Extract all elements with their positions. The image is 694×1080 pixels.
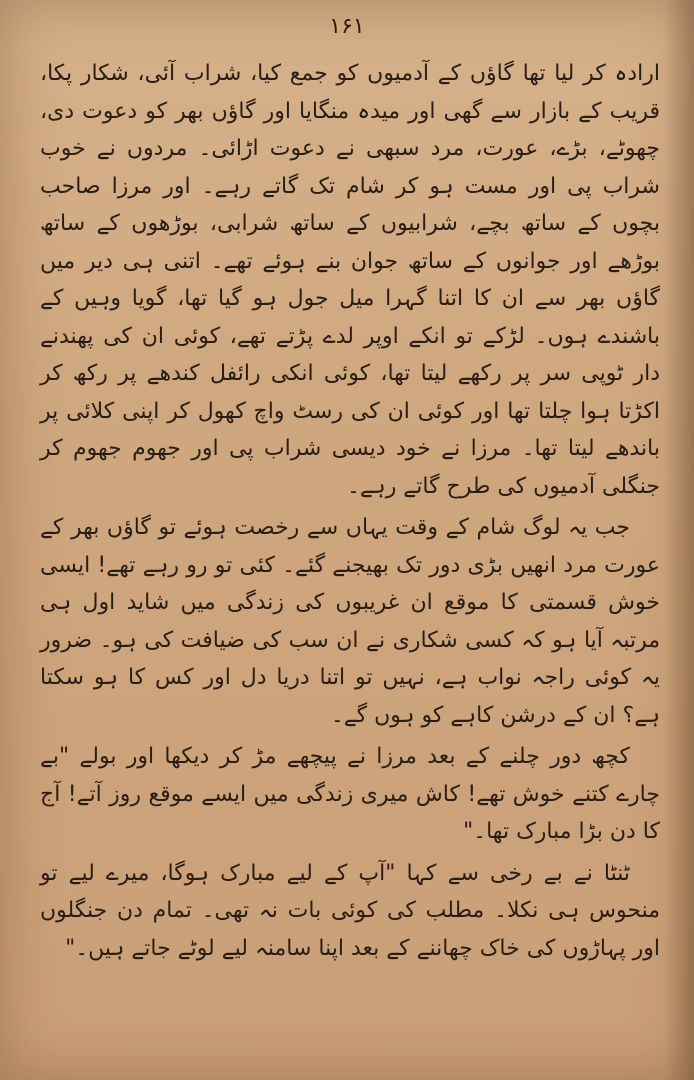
page-number: ۱۶۱	[329, 14, 365, 39]
page-fold-shadow	[664, 0, 694, 1080]
paragraph-1: ارادہ کر لیا تھا گاؤں کے آدمیوں کو جمع کیا، شراب آئی، شکار پکا، قریب کے بازار سے گھی اور میدہ منگایا اور گاؤں بھر کو دعوت دی، چھوٹے، بڑے، عورت، مرد سبھی نے دعوت اڑائی۔ مردوں نے خوب شراب پی اور مست ہو کر شام تک گاتے رہے۔ اور مرزا صاحب بچوں کے ساتھ بچے، شرابیوں کے ساتھ شرابی، بوڑھوں کے ساتھ بوڑھے اور جوانوں کے ساتھ جوان بنے ہوئے تھے۔ اتنی ہی دیر میں گاؤں بھر سے ان کا اتنا گہرا میل جول ہو گیا تھا، گویا وہیں کے باشندے ہوں۔ لڑکے تو انکے اوپر لدے پڑتے تھے، کوئی ان کی پھندنے دار ٹوپی سر پر رکھے لیتا تھا، کوئی انکی رائفل کندھے پر رکھ کر اکڑتا ہوا چلتا تھا اور کوئی ان کی رسٹ واچ کھول کر اپنی کلائی پر باندھے لیتا تھا۔ مرزا نے خود دیسی شراب پی اور جھوم جھوم کر جنگلی آدمیوں کی طرح گاتے رہے۔	[40, 61, 660, 499]
paragraph-3: کچھ دور چلنے کے بعد مرزا نے پیچھے مڑ کر دیکھا اور بولے "بے چارے کتنے خوش تھے! کاش میری زندگی میں ایسے موقع روز آتے! آج کا دن بڑا مبارک تھا۔"	[40, 744, 660, 844]
body-text	[40, 55, 660, 971]
paragraph-4: ٹنٹا نے بے رخی سے کہا "آپ کے لیے مبارک ہوگا، میرے لیے تو منحوس ہی نکلا۔ مطلب کی کوئی بات نہ تھی۔ تمام دن جنگلوں اور پہاڑوں کی خاک چھاننے کے بعد اپنا سامنہ لیے لوٹے جاتے ہیں۔"	[40, 860, 660, 961]
paragraph-2: جب یہ لوگ شام کے وقت یہاں سے رخصت ہوئے تو گاؤں بھر کے عورت مرد انھیں بڑی دور تک بھیجنے گئے۔ کئی تو رو رہے تھے! ایسی خوش قسمتی کا موقع ان غریبوں کی زندگی میں شاید اول ہی مرتبہ آیا ہو کہ کسی شکاری نے ان سب کی ضیافت کی ہو۔ ضرور یہ کوئی راجہ نواب ہے، نہیں تو اتنا دریا دل اور کس کا ہو سکتا ہے؟ ان کے درشن کاہے کو ہوں گے۔	[40, 515, 660, 728]
